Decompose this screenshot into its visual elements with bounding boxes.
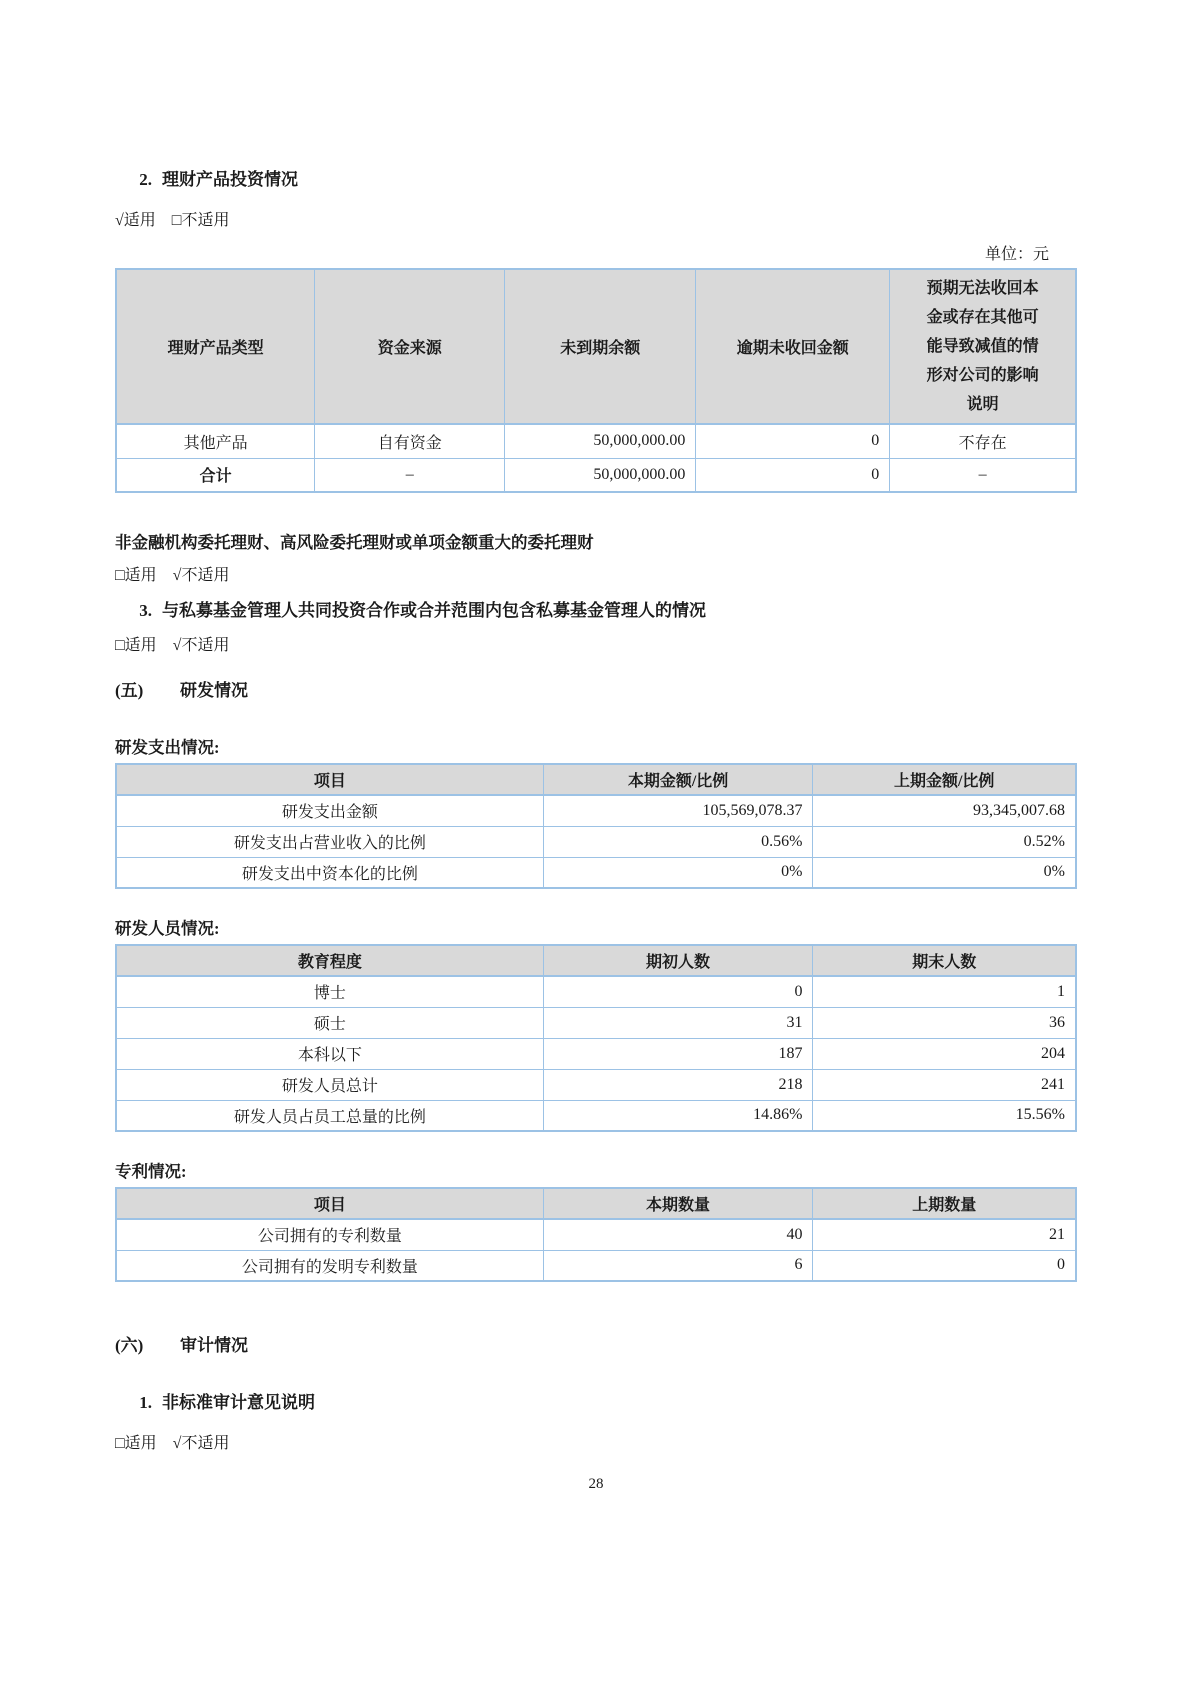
section-6-1-number: 1. [139, 1393, 152, 1412]
section-6-title: 审计情况 [180, 1336, 248, 1355]
entrusted-wealth-note: 非金融机构委托理财、高风险委托理财或单项金额重大的委托理财 [115, 533, 594, 552]
column-header-outstanding-balance: 未到期余额 [505, 269, 696, 424]
table-row [116, 424, 1076, 458]
table-cell: 其他产品 [116, 424, 315, 458]
column-header-item: 项目 [116, 764, 543, 795]
section-3-title: 与私募基金管理人共同投资合作或合并范围内包含私募基金管理人的情况 [162, 601, 706, 620]
table-cell: 14.86% [543, 1100, 813, 1131]
table-cell: 40 [543, 1219, 813, 1250]
table-row [116, 1038, 1076, 1069]
table-cell: 21 [813, 1219, 1076, 1250]
table-cell: 6 [543, 1250, 813, 1281]
table-cell: 本科以下 [116, 1038, 543, 1069]
patent-label: 专利情况: [115, 1162, 187, 1181]
table-header-row [116, 269, 1076, 424]
table-row [116, 795, 1076, 826]
table-cell: 0 [813, 1250, 1076, 1281]
column-header-education: 教育程度 [116, 945, 543, 976]
section-2-heading [115, 168, 1077, 191]
column-header-impairment-note: 预期无法收回本金或存在其他可能导致减值的情形对公司的影响说明 [890, 269, 1076, 424]
unit-label: 单位：元 [984, 246, 1049, 263]
table-cell: 0.52% [813, 826, 1076, 857]
table-cell: 0 [543, 976, 813, 1007]
table-row [116, 1007, 1076, 1038]
table-cell: 0.56% [543, 826, 813, 857]
column-header-item: 项目 [116, 1188, 543, 1219]
table-cell: 公司拥有的发明专利数量 [116, 1250, 543, 1281]
page-number: 28 [588, 1476, 604, 1492]
rd-expense-label: 研发支出情况: [115, 738, 220, 757]
table-cell: 自有资金 [315, 424, 505, 458]
table-cell: 241 [813, 1069, 1076, 1100]
rd-staff-table [115, 944, 1077, 1132]
table-row [116, 1250, 1076, 1281]
table-cell: 合计 [116, 458, 315, 492]
table-header-row [116, 764, 1076, 795]
table-cell: 0 [696, 458, 890, 492]
table-row [116, 976, 1076, 1007]
applicability-line-audit: □适用 √不适用 [115, 1435, 230, 1452]
table-row [116, 1219, 1076, 1250]
table-header-row [116, 1188, 1076, 1219]
column-header-current-amount: 本期金额/比例 [543, 764, 813, 795]
table-cell: 50,000,000.00 [505, 424, 696, 458]
column-header-prior-count: 上期数量 [813, 1188, 1076, 1219]
table-cell: 博士 [116, 976, 543, 1007]
column-header-overdue-amount: 逾期未收回金额 [696, 269, 890, 424]
rd-staff-label: 研发人员情况: [115, 919, 220, 938]
section-3-number: 3. [139, 601, 152, 620]
section-6-1-title: 非标准审计意见说明 [162, 1393, 315, 1412]
table-row [116, 1069, 1076, 1100]
table-cell: 研发支出金额 [116, 795, 543, 826]
section-5-number: (五) [115, 681, 144, 700]
table-cell: 公司拥有的专利数量 [116, 1219, 543, 1250]
section-5-heading [115, 679, 1077, 702]
table-row [116, 857, 1076, 888]
applicability-line-investment: √适用 □不适用 [115, 212, 230, 229]
table-cell: 50,000,000.00 [505, 458, 696, 492]
table-cell: 研发支出占营业收入的比例 [116, 826, 543, 857]
patent-table [115, 1187, 1077, 1282]
section-2-title: 理财产品投资情况 [162, 170, 298, 189]
table-cell: 187 [543, 1038, 813, 1069]
column-header-prior-amount: 上期金额/比例 [813, 764, 1076, 795]
column-header-end-count: 期末人数 [813, 945, 1076, 976]
table-row-total [116, 458, 1076, 492]
column-header-fund-source: 资金来源 [315, 269, 505, 424]
table-cell: 93,345,007.68 [813, 795, 1076, 826]
section-6-1-heading [115, 1391, 1077, 1414]
applicability-line-private-fund: □适用 √不适用 [115, 637, 230, 654]
table-cell: 204 [813, 1038, 1076, 1069]
section-2-number: 2. [139, 170, 152, 189]
table-cell: 不存在 [890, 424, 1076, 458]
table-cell: 0 [696, 424, 890, 458]
column-header-begin-count: 期初人数 [543, 945, 813, 976]
table-cell: 研发人员占员工总量的比例 [116, 1100, 543, 1131]
column-header-product-type: 理财产品类型 [116, 269, 315, 424]
table-cell: 0% [813, 857, 1076, 888]
applicability-line-entrusted: □适用 √不适用 [115, 567, 230, 584]
table-row [116, 826, 1076, 857]
table-cell: 15.56% [813, 1100, 1076, 1131]
section-6-heading [115, 1334, 1077, 1357]
table-cell: 硕士 [116, 1007, 543, 1038]
section-5-title: 研发情况 [180, 681, 248, 700]
rd-expense-table [115, 763, 1077, 889]
table-cell: 105,569,078.37 [543, 795, 813, 826]
section-6-number: (六) [115, 1336, 144, 1355]
table-cell: – [315, 458, 505, 492]
table-row [116, 1100, 1076, 1131]
section-3-heading [115, 599, 1077, 622]
column-header-current-count: 本期数量 [543, 1188, 813, 1219]
table-cell: 0% [543, 857, 813, 888]
table-cell: 研发人员总计 [116, 1069, 543, 1100]
table-header-row [116, 945, 1076, 976]
table-cell: 36 [813, 1007, 1076, 1038]
table-cell: 31 [543, 1007, 813, 1038]
table-cell: – [890, 458, 1076, 492]
table-cell: 研发支出中资本化的比例 [116, 857, 543, 888]
table-cell: 218 [543, 1069, 813, 1100]
table-cell: 1 [813, 976, 1076, 1007]
wealth-products-table [115, 268, 1077, 493]
